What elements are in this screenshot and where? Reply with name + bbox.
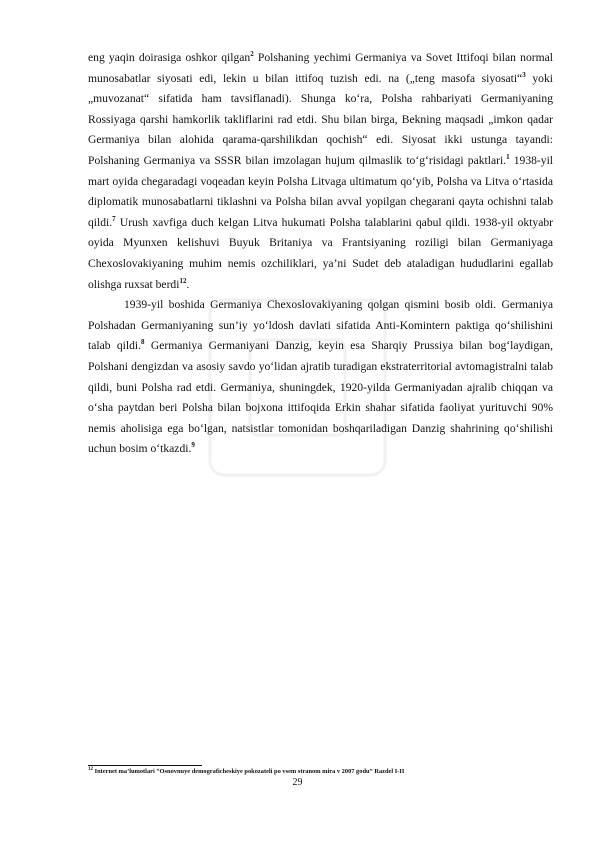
paragraph-text: Germaniya Germaniyani Danzig, keyin esa Sharqiy Prussiya bilan bog‘laydigan, Polshani dengizdan va asosiy savdo yo‘lidan ajratib turadigan ekstraterritorial avtomagistralni talab qildi, buni Polsha rad etdi. Germaniya, shuningdek, 1920-yilda Germaniyadan ajralib chiqqan va o‘sha paytdan beri Polsha bilan bojxona ittifoqida Erkin shahar sifatida faoliyat yurituvchi 90% nemis aholisiga ega bo‘lgan, natsistlar tomonidan boshqariladigan Danzig shahrining qo‘shilishi uchun bosim o‘tkazdi. (88, 339, 553, 456)
footnote-reference: 2 (250, 50, 254, 59)
footnote-reference: 12 (179, 276, 187, 285)
page-number: 29 (292, 777, 303, 788)
paragraph (88, 295, 553, 460)
paragraph-text: . (186, 277, 190, 291)
footnote-number: 12 (88, 766, 93, 772)
footnote-reference: 7 (112, 214, 116, 223)
paragraph-text: eng yaqin doirasiga oshkor qilgan (88, 51, 251, 64)
paragraph (88, 48, 553, 295)
paragraph-text: Urush xavfiga duch kelgan Litva hukumati Polsha talablarini qabul qildi. 1938-yil oktyabr oyida Myunxen kelishuvi Buyuk Britaniya va Frantsiyaning roziligi bilan Germaniyaga Chexoslovakiyaning muhim nemis ozchiliklari, ya’ni Sudet deb ataladigan hududlarini egallab olishga ruxsat berdi (88, 215, 553, 291)
paragraph-text: 1938-yil mart oyida chegaradagi voqeadan keyin Polsha Litvaga ultimatum qo‘yib, Polsha va Litva o‘rtasida diplomatik munosabatlarni tiklashni va Polsha bilan avval yopilgan chegarani qayta ochishni talab qildi. (88, 153, 554, 229)
body-text (88, 48, 553, 460)
footnote-reference: 3 (522, 70, 526, 79)
footnote (88, 767, 558, 776)
paragraph-text: Polshaning yechimi Germaniya va Sovet Ittifoqi bilan normal munosabatlar siyosati edi, lekin u bilan ittifoq tuzish edi. na („teng masofa siyosati“ (88, 51, 553, 85)
footnote-reference: 1 (506, 153, 510, 162)
footnote-reference: 8 (141, 338, 145, 347)
paragraph-text: 1939-yil boshida Germaniya Chexoslovakiyaning qolgan qismini bosib oldi. Germaniya Polshadan Germaniyaning sun’iy yo‘ldosh davlati sifatida Anti-Komintern paktiga qo‘shilishini talab qildi. (88, 298, 553, 353)
paragraph-text: yoki „muvozanat“ sifatida ham tavsiflanadi). Shunga ko‘ra, Polsha rahbariyati Germaniyaning Rossiyaga qarshi hamkorlik takliflarini rad etdi. Shu bilan birga, Bekning maqsadi „imkon qadar Germaniya bilan alohida qarama-qarshilikdan qochish“ edi. Siyosat ikki ustunga tayandi: Polshaning Germaniya va SSSR bilan imzolagan hujum qilmaslik to‘g‘risidagi paktlari. (88, 71, 554, 167)
footnote-reference: 9 (191, 441, 195, 450)
footnote-separator (88, 765, 202, 766)
footnote-text: Internet ma’lumotlari “Osnovnuye demograficheskiye pokozateli po vsem stranom mira v 2007 godu” Razdel I-II (93, 768, 405, 775)
